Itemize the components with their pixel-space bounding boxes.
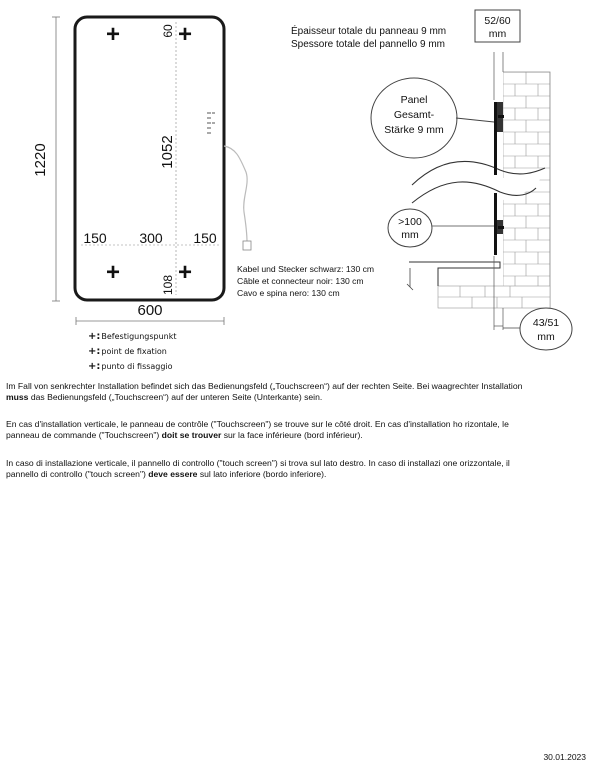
floor-ledge [409,262,500,286]
bottom-gap-unit: mm [537,331,555,343]
power-cable [224,146,247,242]
thickness-note-it: Spessore totale del pannello 9 mm [291,39,445,50]
top-gap-badge [475,10,520,42]
min-gap-badge [388,209,494,290]
fixing-point-bottom-right: + [177,259,193,286]
bottom-gap-value: 43/51 [532,317,560,329]
installation-note-it: In caso di installazione verticale, il pannello di controllo ("touch screen") si trova sul lato destro. In caso di installazi one orizzontale, il pannello di controllo ("touch screen") deve essere sul lato inferiore (bordo inferiore). [6,458,510,479]
panel-side-upper [494,102,497,175]
cable-note-it: Cavo e spina nero: 130 cm [237,288,340,298]
left-spacing-label: 150 [83,230,107,246]
fixing-point-top-right: + [177,21,193,48]
bottom-gap-badge [503,308,572,350]
top-gap-unit: mm [488,28,507,40]
width-label: 600 [137,302,163,319]
installation-note-fr: En cas d'installation verticale, le panneau de contrôle ("Touchscreen") se trouve sur le côté droit. En cas d'installation ho rizontale, le panneau de commande ("Touchscreen") doit se trouver sur la face inférieure (bord inférieur). [6,419,509,440]
min-gap-unit: mm [401,229,419,241]
document-date: 30.01.2023 [543,752,586,762]
fixing-point-symbol: +: [88,331,101,342]
top-gap-value: 52/60 [484,15,511,27]
inner-height-label: 1052 [159,135,176,169]
height-label: 1220 [32,143,49,177]
legend-item: +:punto di fissaggio [88,361,173,372]
panel-outline [75,17,224,300]
bubble-line-1: Panel [400,94,428,106]
bubble-line-2: Gesamt- [393,109,435,121]
fixing-point-symbol: +: [88,361,101,372]
legend-item: +:point de fixation [88,346,167,357]
installation-diagram [0,0,600,370]
thickness-bubble [371,78,494,158]
cable-note-fr: Câble et connecteur noir: 130 cm [237,276,364,286]
thickness-note-fr: Épaisseur totale du panneau 9 mm [291,26,447,37]
height-dimension [32,17,60,301]
middle-spacing-label: 300 [139,230,163,246]
fixing-point-symbol: +: [88,346,101,357]
legend-item: +:Befestigungspunkt [88,331,177,342]
bubble-line-3: Stärke 9 mm [384,124,444,136]
right-spacing-label: 150 [193,230,217,246]
power-plug [243,241,251,250]
fixing-point-bottom-left: + [105,259,121,286]
top-offset-label: 60 [161,24,175,38]
installation-note-de: Im Fall von senkrechter Installation befindet sich das Bedienungsfeld („Touchscreen“) auf der rechten Seite. Bei waagrechter Installation muss das Bedienungsfeld („Touchscreen“) auf der unteren Seite (Unterkante) sein. [6,381,523,402]
min-gap-value: >100 [398,216,422,228]
bottom-offset-label: 108 [161,274,175,296]
cable-note-de: Kabel und Stecker schwarz: 130 cm [237,264,375,274]
panel-side-lower [494,193,497,255]
fixing-point-top-left: + [105,21,121,48]
width-dimension [76,302,224,325]
